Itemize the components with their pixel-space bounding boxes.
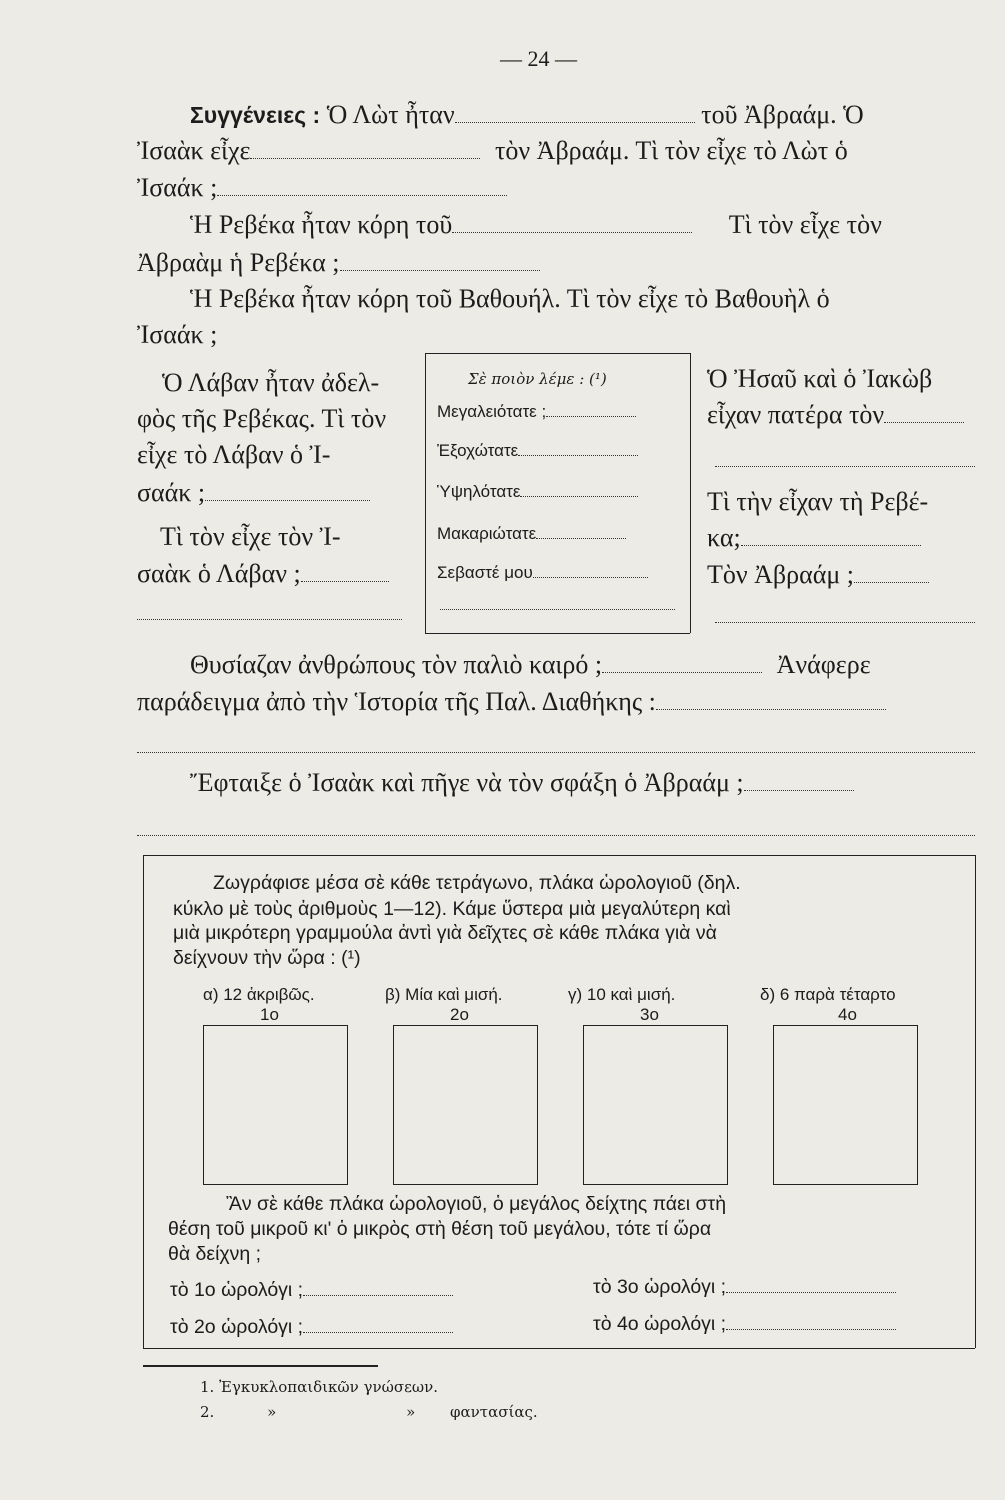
clock-number: 2ο xyxy=(450,1005,469,1024)
answer-blank[interactable] xyxy=(744,789,854,791)
clock-face-box-4[interactable] xyxy=(773,1025,918,1185)
answer-blank[interactable] xyxy=(217,194,507,196)
kinship-line-2 xyxy=(137,136,848,166)
right-col-line: Ὁ Ἠσαῦ καὶ ὁ Ἰακὼβ xyxy=(707,364,933,393)
clock-question: Ἂν σὲ κάθε πλάκα ὡρολογιοῦ, ὁ μεγάλος δείχτης πάει στὴ xyxy=(226,1193,727,1215)
kinship-line-6: Ἡ Ρεβέκα ἦταν κόρη τοῦ Βαθουήλ. Τὶ τὸν εἶχε τὸ Βαθουὴλ ὁ xyxy=(190,284,830,313)
box-title: Σὲ ποιὸν λέμε : (¹) xyxy=(468,370,607,388)
box-row xyxy=(437,524,626,544)
clock-instruction: μιὰ μικρότερη γραμμούλα ἀντὶ γιὰ δεῖχτες σὲ κάθε πλάκα γιὰ νὰ xyxy=(173,922,717,944)
kinship-text: τοῦ Ἀβραάμ. Ὁ xyxy=(701,100,864,129)
answer-blank[interactable] xyxy=(205,499,370,501)
sacrifice-text: παράδειγμα ἀπὸ τὴν Ἱστορία τῆς Παλ. Διαθήκης : xyxy=(137,687,656,716)
answer-blank[interactable] xyxy=(726,1291,896,1293)
clock-box-bottom xyxy=(143,1348,975,1349)
clock-answer-row xyxy=(170,1316,453,1339)
clock-answer-label: τὸ 3ο ὡρολόγι ; xyxy=(593,1276,727,1298)
answer-blank[interactable] xyxy=(250,157,480,159)
box-row-label: Μεγαλειότατε ; xyxy=(437,402,547,421)
answer-blank[interactable] xyxy=(340,269,540,271)
footnote-2 xyxy=(200,1403,538,1421)
footnote-number: 2. xyxy=(200,1403,215,1421)
answer-blank[interactable] xyxy=(520,495,638,497)
clock-instruction: κύκλο μὲ τοὺς ἀριθμοὺς 1—12). Κάμε ὕστερα μιὰ μεγαλύτερη καὶ xyxy=(173,898,731,920)
kinship-line-7: Ἰσαάκ ; xyxy=(137,320,218,349)
box-top-border xyxy=(425,353,690,354)
clock-number: 3ο xyxy=(640,1005,659,1024)
clock-option-caption: β) Μία καὶ μισή. xyxy=(385,985,503,1004)
sacrifice-text: Θυσίαζαν ἀνθρώπους τὸν παλιὸ καιρό ; xyxy=(190,650,603,679)
answer-blank[interactable] xyxy=(602,671,762,673)
sacrifice-text: Ἔφταιξε ὁ Ἰσαὰκ καὶ πῆγε νὰ τὸν σφάξη ὁ Ἀβραάμ ; xyxy=(190,768,744,797)
clock-question: θὰ δείχνη ; xyxy=(168,1243,262,1265)
kinship-text: Τὶ τὸν εἶχε τὸν xyxy=(728,210,882,239)
kinship-text: Ἀβραὰμ ἡ Ρεβέκα ; xyxy=(137,248,340,277)
clock-number: 4ο xyxy=(838,1005,857,1024)
answer-blank[interactable] xyxy=(656,708,886,710)
box-row xyxy=(437,441,638,461)
left-col-line: Ὁ Λάβαν ἦταν ἀδελ- xyxy=(162,368,380,397)
clock-instruction: Ζωγράφισε μέσα σὲ κάθε τετράγωνο, πλάκα ὡρολογιοῦ (δηλ. xyxy=(213,872,741,894)
right-col-text: Τὸν Ἀβραάμ ; xyxy=(707,560,855,589)
left-col-line: Τὶ τὸν εἶχε τὸν Ἰ- xyxy=(160,522,341,551)
footnote-rule xyxy=(143,1365,378,1367)
right-col-line xyxy=(707,523,921,553)
box-row xyxy=(437,563,648,583)
left-col-line: φὸς τῆς Ρεβέκας. Τὶ τὸν xyxy=(137,404,387,433)
clock-face-box-1[interactable] xyxy=(203,1025,348,1185)
ditto-mark: » xyxy=(267,1403,277,1421)
left-col-line xyxy=(137,478,370,508)
left-col-line: εἶχε τὸ Λάβαν ὁ Ἰ- xyxy=(137,440,331,469)
right-col-text: εἶχαν πατέρα τὸν xyxy=(707,400,885,429)
clock-box-left xyxy=(143,855,144,1348)
footnote-text: φαντασίας. xyxy=(450,1403,538,1421)
answer-blank[interactable] xyxy=(741,544,921,546)
answer-blank[interactable] xyxy=(518,454,638,456)
box-bottom-border xyxy=(425,633,690,634)
answer-blank[interactable] xyxy=(455,121,695,123)
left-col-text: σαὰκ ὁ Λάβαν ; xyxy=(137,559,301,588)
clock-answer-row xyxy=(593,1276,896,1299)
sacrifice-line-1 xyxy=(190,650,871,680)
kinship-line-4 xyxy=(190,210,882,240)
right-col-line: Τὶ τὴν εἶχαν τὴ Ρεβέ- xyxy=(707,487,929,516)
clock-number: 1ο xyxy=(260,1005,279,1024)
clock-answer-label: τὸ 1ο ὡρολόγι ; xyxy=(170,1279,304,1301)
clock-box-right xyxy=(975,855,976,1348)
left-col-text: σαάκ ; xyxy=(137,478,206,507)
clock-instruction: δείχνουν τὴν ὥρα : (¹) xyxy=(173,947,361,969)
kinship-line-1 xyxy=(190,100,864,130)
clock-answer-row xyxy=(170,1279,453,1302)
kinship-heading: Συγγένειες : xyxy=(190,102,321,128)
right-col-text: κα; xyxy=(707,523,741,552)
sacrifice-text: Ἀνάφερε xyxy=(776,650,871,679)
page-number: — 24 — xyxy=(500,46,577,71)
answer-line[interactable] xyxy=(715,466,975,467)
answer-line[interactable] xyxy=(137,619,402,620)
kinship-line-3 xyxy=(137,173,507,203)
box-row-label: Ὑψηλότατε xyxy=(437,482,521,501)
left-col-line xyxy=(137,559,389,589)
box-row-label: Μακαριώτατε xyxy=(437,524,537,543)
kinship-text: τὸν Ἀβραάμ. Τὶ τὸν εἶχε τὸ Λὼτ ὁ xyxy=(494,136,848,165)
clock-option-caption: α) 12 ἀκριβῶς. xyxy=(203,985,315,1004)
box-row xyxy=(437,402,636,422)
right-col-line xyxy=(707,400,964,430)
kinship-text: Ἰσαὰκ εἶχε xyxy=(137,136,251,165)
answer-blank[interactable] xyxy=(303,1331,453,1333)
kinship-text: Ἡ Ρεβέκα ἦταν κόρη τοῦ xyxy=(190,210,453,239)
box-right-border xyxy=(690,353,691,633)
box-row-label: Σεβαστέ μου xyxy=(437,563,533,582)
clock-answer-label: τὸ 4ο ὡρολόγι ; xyxy=(593,1313,727,1335)
ditto-mark: » xyxy=(406,1403,416,1421)
clock-face-box-3[interactable] xyxy=(583,1025,728,1185)
clock-option-caption: γ) 10 καὶ μισή. xyxy=(568,985,676,1004)
clock-answer-label: τὸ 2ο ὡρολόγι ; xyxy=(170,1316,304,1338)
sacrifice-line-3 xyxy=(190,768,854,798)
box-row xyxy=(437,482,638,502)
answer-blank[interactable] xyxy=(854,581,929,583)
answer-blank[interactable] xyxy=(533,576,648,578)
clock-option-caption: δ) 6 παρὰ τέταρτο xyxy=(760,985,896,1004)
clock-question: θέση τοῦ μικροῦ κι' ὁ μικρὸς στὴ θέση τοῦ μεγάλου, τότε τί ὥρα xyxy=(168,1218,712,1240)
sacrifice-line-2 xyxy=(137,687,886,717)
answer-blank[interactable] xyxy=(536,537,626,539)
box-left-border xyxy=(425,353,426,633)
kinship-text: Ἰσαάκ ; xyxy=(137,173,218,202)
right-col-line xyxy=(707,560,929,590)
kinship-line-5 xyxy=(137,248,540,278)
answer-blank[interactable] xyxy=(303,1294,453,1296)
answer-line[interactable] xyxy=(715,622,975,623)
answer-blank[interactable] xyxy=(884,421,964,423)
answer-blank[interactable] xyxy=(726,1328,896,1330)
answer-blank[interactable] xyxy=(452,231,692,233)
clock-face-box-2[interactable] xyxy=(393,1025,538,1185)
clock-box-top xyxy=(143,855,975,856)
footnote-1: 1. Ἐγκυκλοπαιδικῶν γνώσεων. xyxy=(200,1378,438,1396)
box-row-label: Ἐξοχώτατε xyxy=(437,441,519,460)
kinship-text: Ὁ Λὼτ ἦταν xyxy=(326,100,455,129)
answer-blank[interactable] xyxy=(546,415,636,417)
answer-line[interactable] xyxy=(137,835,975,836)
answer-line[interactable] xyxy=(440,609,675,610)
clock-answer-row xyxy=(593,1313,896,1336)
answer-line[interactable] xyxy=(137,752,975,753)
answer-blank[interactable] xyxy=(301,580,389,582)
